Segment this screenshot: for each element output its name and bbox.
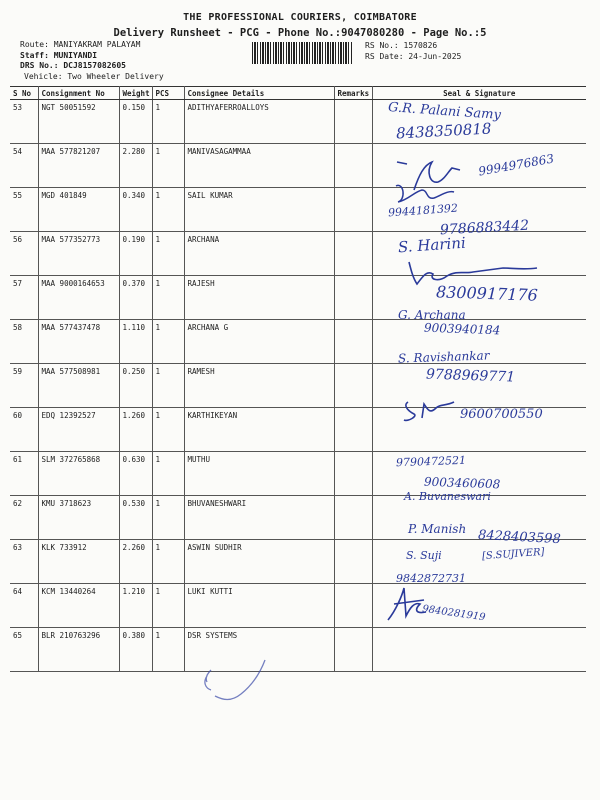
runsheet-meta-right [365, 41, 461, 62]
handwritten-phone: 8300917176 [435, 282, 539, 305]
table-row [10, 584, 586, 628]
handwritten-name: S. Ravishankar [397, 348, 490, 366]
table-cell [334, 584, 372, 628]
column-header: PCS [152, 87, 184, 100]
table-cell [334, 408, 372, 452]
table-cell: SAIL KUMAR [184, 188, 334, 232]
handwritten-name: G. Archana [398, 308, 466, 322]
table-cell: 0.530 [119, 496, 152, 540]
table-cell: 1 [152, 364, 184, 408]
table-cell: MUTHU [184, 452, 334, 496]
table-cell: BHUVANESHWARI [184, 496, 334, 540]
table-cell: 1 [152, 100, 184, 144]
table-cell: SLM 372765868 [38, 452, 119, 496]
table-cell: 1 [152, 628, 184, 672]
table-cell: ADITHYAFERROALLOYS [184, 100, 334, 144]
column-header: Consignee Details [184, 87, 334, 100]
handwritten-phone: 9003940184 [423, 320, 501, 338]
column-header: Remarks [334, 87, 372, 100]
table-cell: 0.250 [119, 364, 152, 408]
handwritten-phone: 9842872731 [396, 572, 466, 585]
rs-date-label: RS Date: 24-Jun-2025 [365, 51, 462, 61]
table-cell [372, 628, 586, 672]
table-cell: MANIVASAGAMMAA [184, 144, 334, 188]
table-cell: 1.260 [119, 408, 152, 452]
handwritten-name: G.R. Palani Samy [387, 100, 502, 123]
column-header: Consignment No [38, 87, 119, 100]
table-cell: 65 [10, 628, 38, 672]
table-cell: 57 [10, 276, 38, 320]
table-cell: 0.150 [119, 100, 152, 144]
runsheet-meta-left [20, 40, 164, 82]
rs-number-label: RS No.: 1570826 [365, 41, 438, 50]
table-cell: EDQ 12392527 [38, 408, 119, 452]
table-cell: 0.190 [119, 232, 152, 276]
handwritten-phone: 9994976863 [477, 151, 555, 179]
runsheet-subtitle: Delivery Runsheet - PCG - Phone No.:9047080280 - Page No.:5 [113, 27, 487, 39]
handwritten-name: S. Harini [397, 233, 467, 257]
handwritten-name: P. Manish [408, 522, 467, 536]
table-cell: MAA 577508981 [38, 364, 119, 408]
table-cell: ARCHANA G [184, 320, 334, 364]
table-cell: 1.110 [119, 320, 152, 364]
table-cell: LUKI KUTTI [184, 584, 334, 628]
table-row [10, 628, 586, 672]
table-cell: 0.370 [119, 276, 152, 320]
table-cell: 55 [10, 188, 38, 232]
handwritten-phone: 9788969771 [425, 366, 516, 386]
table-cell [334, 540, 372, 584]
table-cell [334, 364, 372, 408]
table-cell: RAMESH [184, 364, 334, 408]
table-cell: MAA 577821207 [38, 144, 119, 188]
table-cell: 2.280 [119, 144, 152, 188]
table-cell [334, 232, 372, 276]
table-cell [334, 452, 372, 496]
table-cell: NGT 50051592 [38, 100, 119, 144]
table-cell: KARTHIKEYAN [184, 408, 334, 452]
table-cell [334, 320, 372, 364]
table-cell: 0.630 [119, 452, 152, 496]
table-cell: 0.340 [119, 188, 152, 232]
table-cell: 54 [10, 144, 38, 188]
table-cell: ARCHANA [184, 232, 334, 276]
handwritten-name: S. Suji [406, 549, 442, 562]
route-label: Route: MANIYAKRAM PALAYAM [20, 40, 141, 49]
table-row [10, 540, 586, 584]
column-header: Seal & Signature [372, 87, 586, 100]
stamp-scribble [185, 640, 275, 710]
table-cell: KMU 3718623 [38, 496, 119, 540]
signature-scribble [400, 398, 460, 424]
handwritten-name: [S.SUJIVER] [481, 546, 545, 563]
table-cell: BLR 210763296 [38, 628, 119, 672]
table-cell: 1 [152, 496, 184, 540]
table-cell: ASWIN SUDHIR [184, 540, 334, 584]
column-header: S No [10, 87, 38, 100]
table-cell: KLK 733912 [38, 540, 119, 584]
table-cell: 63 [10, 540, 38, 584]
table-body [10, 100, 586, 672]
table-cell [334, 496, 372, 540]
staff-label: Staff: MUNIYANDI [20, 50, 98, 60]
handwritten-phone: 8438350818 [395, 119, 492, 143]
table-cell: 2.260 [119, 540, 152, 584]
column-header: Weight [119, 87, 152, 100]
table-cell: 0.380 [119, 628, 152, 672]
table-cell: 61 [10, 452, 38, 496]
handwritten-phone: 8428403598 [477, 527, 562, 548]
handwritten-phone: 9786883442 [439, 217, 530, 239]
signature-scribble [405, 260, 555, 286]
handwritten-phone: 9003460608 [423, 474, 501, 492]
table-cell [334, 628, 372, 672]
vehicle-label: Vehicle: Two Wheeler Delivery [24, 71, 164, 81]
handwritten-phone: 9790472521 [395, 453, 467, 470]
table-cell: 56 [10, 232, 38, 276]
table-cell: 60 [10, 408, 38, 452]
table-cell [334, 188, 372, 232]
handwritten-phone: 9600700550 [460, 407, 543, 422]
table-cell [334, 276, 372, 320]
handwritten-name: A. Buvaneswari [404, 490, 491, 503]
table-cell: MAA 9000164653 [38, 276, 119, 320]
table-cell: 64 [10, 584, 38, 628]
table-cell: 58 [10, 320, 38, 364]
table-cell: 1 [152, 276, 184, 320]
barcode-image [252, 42, 352, 64]
table-cell: 1 [152, 232, 184, 276]
table-cell: 1 [152, 540, 184, 584]
table-cell: 1.210 [119, 584, 152, 628]
table-cell: MAA 577437478 [38, 320, 119, 364]
table-cell: 1 [152, 144, 184, 188]
handwritten-phone: 9840281919 [421, 603, 487, 624]
table-cell: 62 [10, 496, 38, 540]
table-cell: 1 [152, 408, 184, 452]
table-cell: 59 [10, 364, 38, 408]
table-cell: 1 [152, 188, 184, 232]
handwritten-phone: 9944181392 [387, 201, 459, 220]
table-cell [334, 100, 372, 144]
table-header-row [10, 87, 586, 100]
table-cell: 1 [152, 452, 184, 496]
table-cell [334, 144, 372, 188]
table-cell: 1 [152, 584, 184, 628]
table-cell: 53 [10, 100, 38, 144]
table-cell: 1 [152, 320, 184, 364]
table-cell: MGD 401849 [38, 188, 119, 232]
table-cell: DSR SYSTEMS [184, 628, 334, 672]
table-cell: KCM 13440264 [38, 584, 119, 628]
company-title: THE PROFESSIONAL COURIERS, COIMBATORE [183, 12, 417, 23]
table-cell: MAA 577352773 [38, 232, 119, 276]
table-cell: RAJESH [184, 276, 334, 320]
drs-label: DRS No.: DCJ8157082605 [20, 61, 126, 70]
